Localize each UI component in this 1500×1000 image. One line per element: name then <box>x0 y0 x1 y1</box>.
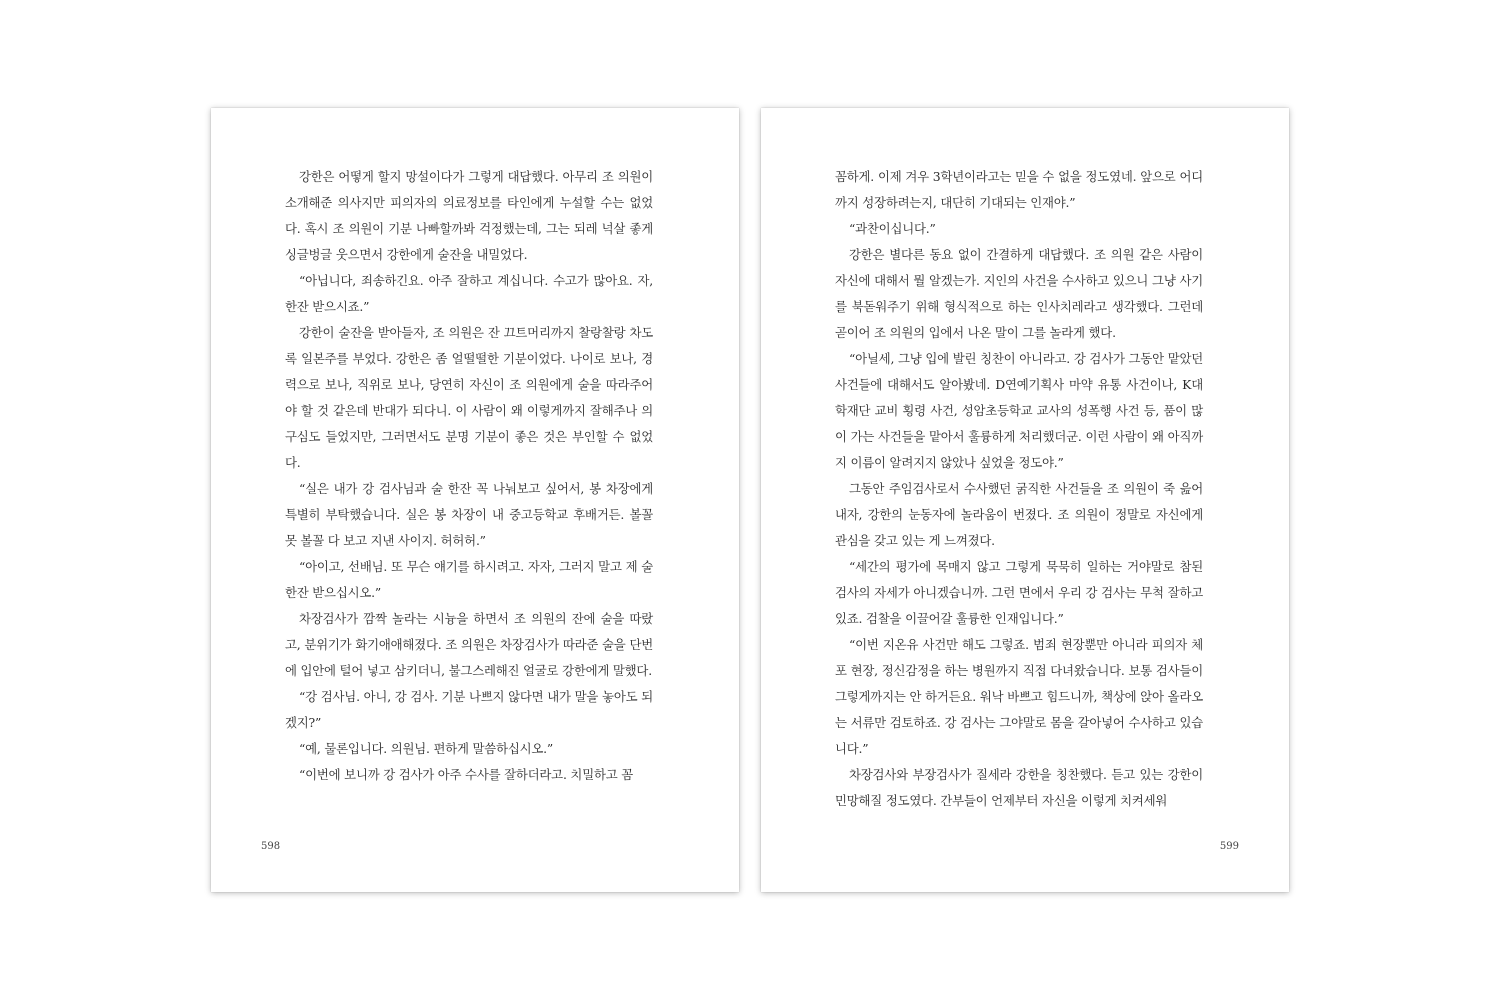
paragraph: 차장검사가 깜짝 놀라는 시늉을 하면서 조 의원의 잔에 술을 따랐고, 분위기가 화기애애해졌다. 조 의원은 차장검사가 따라준 술을 단번에 입안에 털어 넣고 삼키더니, 불그스레해진 얼굴로 강한에게 말했다. <box>285 611 653 678</box>
paragraph: “세간의 평가에 목매지 않고 그렇게 묵묵히 일하는 거야말로 참된 검사의 자세가 아니겠습니까. 그런 면에서 우리 강 검사는 무척 잘하고 있죠. 검찰을 이끌어갈 훌륭한 인재입니다.” <box>835 559 1203 626</box>
paragraph: “이번 지온유 사건만 해도 그렇죠. 범죄 현장뿐만 아니라 피의자 체포 현장, 정신감정을 하는 병원까지 직접 다녀왔습니다. 보통 검사들이 그렇게까지는 안 하거든요. 워낙 바쁘고 힘드니까, 책상에 앉아 올라오는 서류만 검토하죠. 강 검사는 그야말로 몸을 갈아넣어 수사하고 있습니다.” <box>835 637 1203 756</box>
paragraph: 차장검사와 부장검사가 질세라 강한을 칭찬했다. 듣고 있는 강한이 민망해질 정도였다. 간부들이 언제부터 자신을 이렇게 치켜세워 <box>835 767 1203 808</box>
paragraph: “과찬이십니다.” <box>849 221 936 236</box>
paragraph: “예, 물론입니다. 의원님. 편하게 말씀하십시오.” <box>299 741 554 756</box>
right-page-text <box>835 164 1203 814</box>
left-page-text <box>285 164 653 788</box>
left-page <box>211 108 739 892</box>
page-number-left: 598 <box>261 841 281 852</box>
paragraph: 강한이 술잔을 받아들자, 조 의원은 잔 끄트머리까지 찰랑찰랑 차도록 일본주를 부었다. 강한은 좀 얼떨떨한 기분이었다. 나이로 보나, 경력으로 보나, 직위로 보나, 당연히 자신이 조 의원에게 술을 따라주어야 할 것 같은데 반대가 되다니. 이 사람이 왜 이렇게까지 잘해주나 의구심도 들었지만, 그러면서도 분명 기분이 좋은 것은 부인할 수 없었다. <box>285 325 653 470</box>
paragraph: “실은 내가 강 검사님과 술 한잔 꼭 나눠보고 싶어서, 봉 차장에게 특별히 부탁했습니다. 실은 봉 차장이 내 중고등학교 후배거든. 볼꼴 못 볼꼴 다 보고 지낸 사이지. 허허허.” <box>285 481 653 548</box>
paragraph: “아이고, 선배님. 또 무슨 얘기를 하시려고. 자자, 그러지 말고 제 술 한잔 받으십시오.” <box>285 559 653 600</box>
paragraph: 그동안 주임검사로서 수사했던 굵직한 사건들을 조 의원이 죽 읊어내자, 강한의 눈동자에 놀라움이 번졌다. 조 의원이 정말로 자신에게 관심을 갖고 있는 게 느껴졌다. <box>835 481 1203 548</box>
paragraph: “아닙니다, 죄송하긴요. 아주 잘하고 계십니다. 수고가 많아요. 자, 한잔 받으시죠.” <box>285 273 653 314</box>
paragraph: 강한은 어떻게 할지 망설이다가 그렇게 대답했다. 아무리 조 의원이 소개해준 의사지만 피의자의 의료정보를 타인에게 누설할 수는 없었다. 혹시 조 의원이 기분 나빠할까봐 걱정했는데, 그는 되레 넉살 좋게 싱글벙글 웃으면서 강한에게 술잔을 내밀었다. <box>285 169 653 262</box>
page-number-right: 599 <box>1219 841 1239 852</box>
right-page <box>761 108 1289 892</box>
continued-paragraph: 꼼하게. 이제 겨우 3학년이라고는 믿을 수 없을 정도였네. 앞으로 어디까지 성장하려는지, 대단히 기대되는 인재야.” <box>835 169 1203 210</box>
paragraph: “강 검사님. 아니, 강 검사. 기분 나쁘지 않다면 내가 말을 놓아도 되겠지?” <box>285 689 653 730</box>
paragraph: “이번에 보니까 강 검사가 아주 수사를 잘하더라고. 치밀하고 꼼 <box>299 767 634 782</box>
paragraph: “아닐세, 그냥 입에 발린 칭찬이 아니라고. 강 검사가 그동안 맡았던 사건들에 대해서도 알아봤네. D연예기획사 마약 유통 사건이나, K대학재단 교비 횡령 사건, 성암초등학교 교사의 성폭행 사건 등, 품이 많이 가는 사건들을 맡아서 훌륭하게 처리했더군. 이런 사람이 왜 아직까지 이름이 알려지지 않았나 싶었을 정도야.” <box>835 351 1203 470</box>
paragraph: 강한은 별다른 동요 없이 간결하게 대답했다. 조 의원 같은 사람이 자신에 대해서 뭘 알겠는가. 지인의 사건을 수사하고 있으니 그냥 사기를 북돋워주기 위해 형식적으로 하는 인사치레라고 생각했다. 그런데 곧이어 조 의원의 입에서 나온 말이 그를 놀라게 했다. <box>835 247 1203 340</box>
